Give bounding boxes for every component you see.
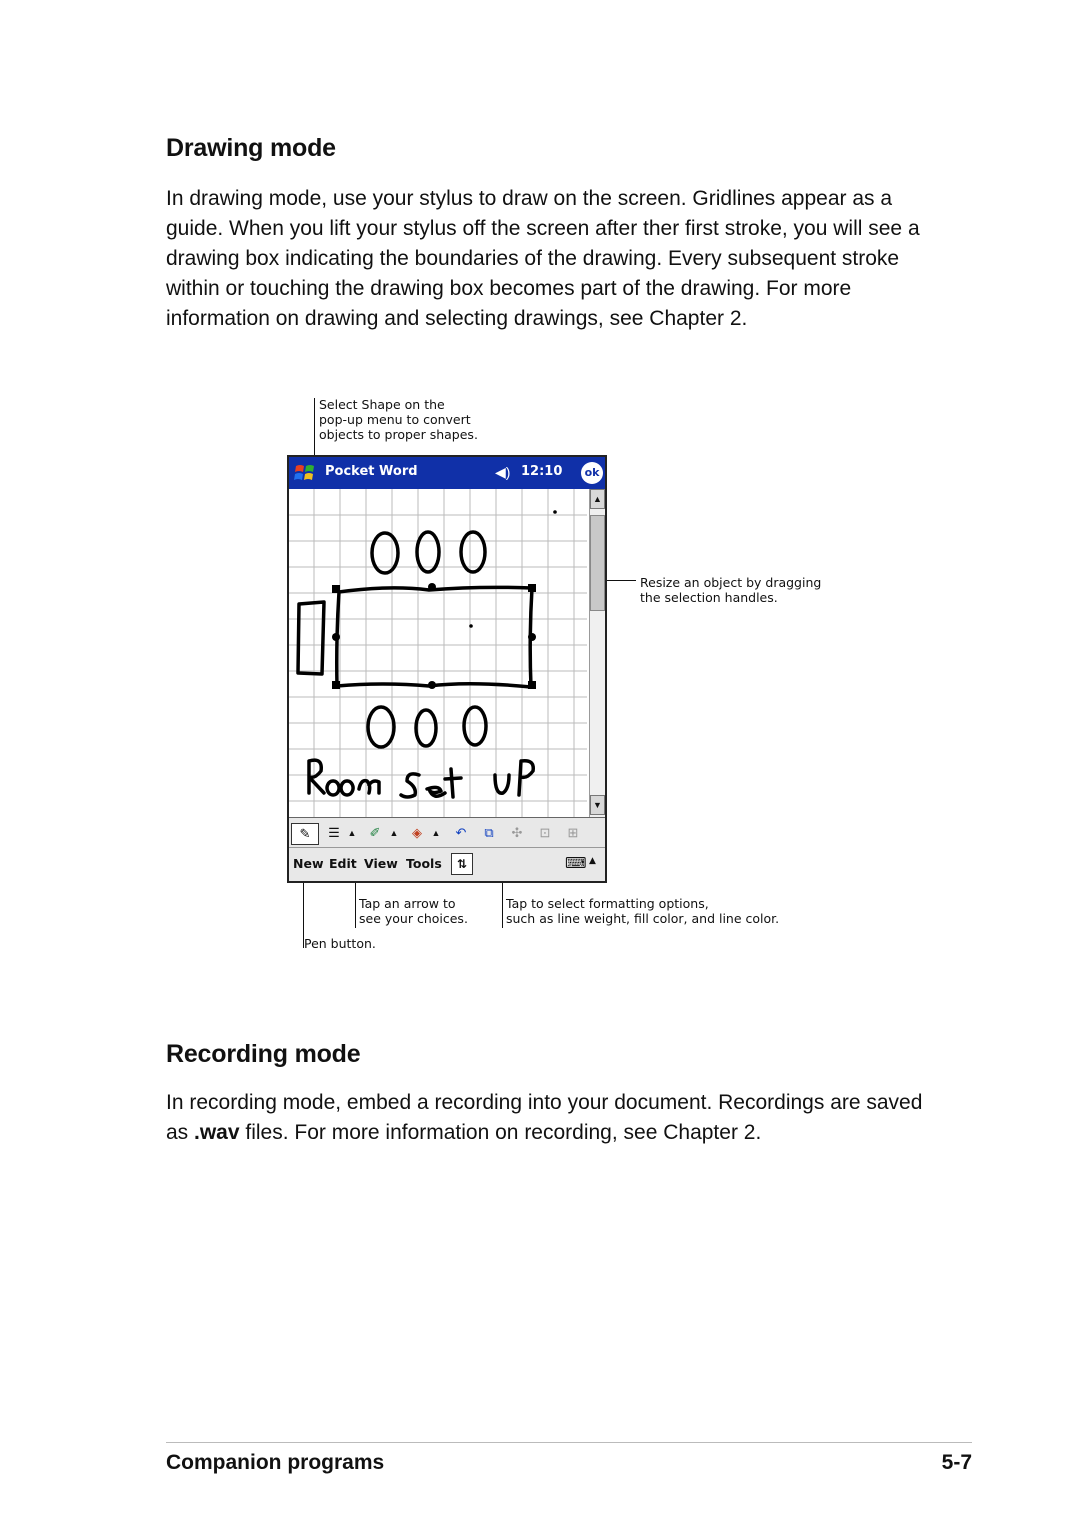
wav-extension: .wav [194, 1121, 240, 1144]
drawing-toolbar [289, 817, 605, 848]
keyboard-icon[interactable]: ⌨ [565, 854, 587, 872]
ok-button[interactable]: ok [581, 462, 603, 484]
footer-divider [166, 1442, 972, 1443]
callout-select-shape: Select Shape on the pop-up menu to convert objects to proper shapes. [319, 397, 478, 442]
ungroup-icon[interactable]: ⊞ [567, 825, 579, 840]
section-heading-recording-mode: Recording mode [166, 1040, 361, 1068]
line-color-arrow-icon[interactable]: ▲ [389, 828, 399, 838]
page-number: 5-7 [941, 1451, 972, 1474]
callout-formatting: Tap to select formatting options, such as line weight, fill color, and line color. [506, 896, 780, 926]
menu-edit[interactable]: Edit [329, 856, 357, 871]
footer-section-title: Companion programs [166, 1451, 385, 1474]
callout-pen-button: Pen button. [304, 936, 376, 951]
vertical-scrollbar[interactable] [589, 489, 606, 817]
windows-start-icon[interactable] [292, 461, 318, 485]
fill-color-icon[interactable]: ◈ [412, 825, 422, 840]
speaker-icon[interactable]: ◀︎) [495, 464, 511, 480]
app-title: Pocket Word [325, 464, 418, 479]
recording-mode-paragraph: In recording mode, embed a recording into your document. Recordings are saved as .wav files. For more information on recording, see Chapter 2. [166, 1091, 923, 1144]
fill-color-arrow-icon[interactable]: ▲ [431, 828, 441, 838]
scroll-down-icon[interactable]: ▼ [590, 795, 605, 815]
drawing-mode-paragraph: In drawing mode, use your stylus to draw on the screen. Gridlines appear as a guide. When you lift your stylus off the screen after ther first stroke, you will see a drawing box indicating the boundaries of the drawing. Every subsequent stroke within or touching the drawing box becomes part of the drawing. For more information on drawing and selecting drawings, see Chapter 2. [166, 187, 920, 330]
line-color-icon[interactable]: ✐ [369, 825, 381, 840]
line-weight-arrow-icon[interactable]: ▲ [347, 828, 357, 838]
line-weight-icon[interactable]: ☰ [328, 825, 340, 840]
align-icon[interactable]: ✣ [511, 825, 523, 840]
menu-tools[interactable]: Tools [406, 856, 442, 871]
title-bar [289, 457, 605, 489]
menu-bar [289, 847, 605, 882]
group-icon[interactable]: ⊡ [539, 825, 551, 840]
mode-switch-icon[interactable]: ⇅ [451, 853, 473, 875]
undo-icon[interactable]: ↶ [455, 825, 467, 840]
clock[interactable]: 12:10 [521, 464, 563, 479]
input-menu-arrow-icon[interactable]: ▲ [589, 856, 596, 866]
drawing-canvas[interactable] [289, 489, 587, 817]
shapes-icon[interactable]: ⧉ [484, 825, 494, 840]
scrollbar-thumb[interactable] [590, 515, 605, 611]
pen-icon[interactable]: ✎ [291, 823, 319, 845]
menu-new[interactable]: New [293, 856, 324, 871]
menu-view[interactable]: View [364, 856, 398, 871]
callout-tap-arrow: Tap an arrow to see your choices. [359, 896, 468, 926]
scroll-up-icon[interactable]: ▲ [590, 489, 605, 509]
section-heading-drawing-mode: Drawing mode [166, 134, 336, 162]
callout-resize: Resize an object by dragging the selection handles. [640, 575, 822, 605]
pocket-pc-screenshot [287, 455, 607, 883]
